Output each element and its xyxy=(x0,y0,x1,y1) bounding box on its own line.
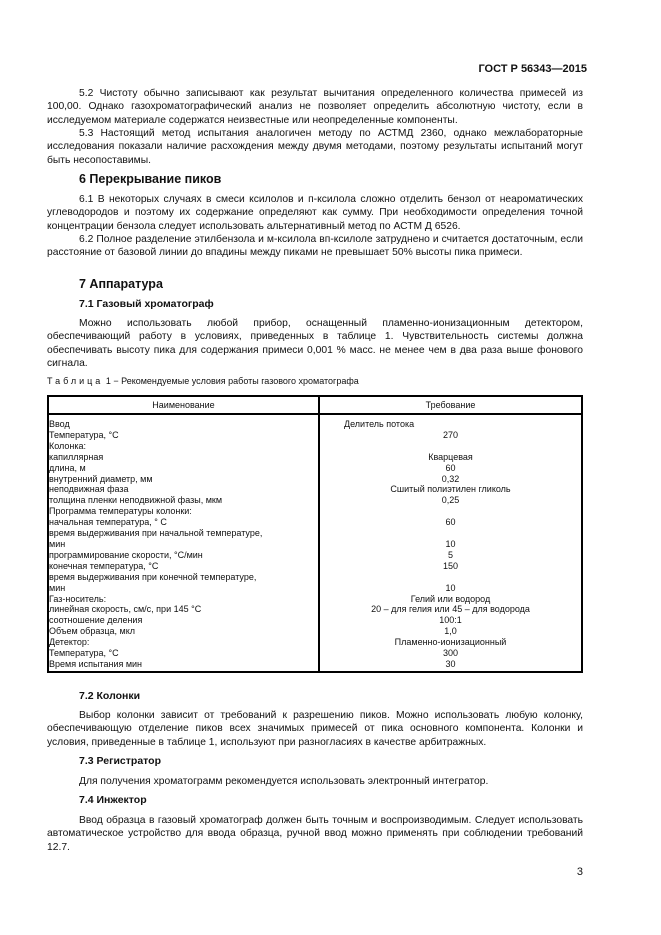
cell-requirement: 5 xyxy=(319,550,582,561)
cell-name: конечная температура, °С xyxy=(48,561,319,572)
paragraph-7-3 xyxy=(47,775,583,788)
cell-name: Программа температуры колонки: xyxy=(48,506,319,517)
cell-name: мин xyxy=(48,539,319,550)
cell-name: программирование скорости, °С/мин xyxy=(48,550,319,561)
cell-name: толщина пленки неподвижной фазы, мкм xyxy=(48,495,319,506)
section-7-heading: 7 Аппаратура xyxy=(79,277,163,291)
cell-requirement: 0,25 xyxy=(319,495,582,506)
table-row xyxy=(48,430,582,441)
table-row xyxy=(48,452,582,463)
cell-requirement: 1,0 xyxy=(319,626,582,637)
table-row xyxy=(48,659,582,672)
cell-requirement: Кварцевая xyxy=(319,452,582,463)
table-row xyxy=(48,583,582,594)
cell-name: начальная температура, ° С xyxy=(48,517,319,528)
table-caption-number: 1 xyxy=(105,376,111,386)
cell-name: Время испытания мин xyxy=(48,659,319,672)
paragraph-7-1 xyxy=(47,317,583,370)
cell-requirement: 100:1 xyxy=(319,615,582,626)
cell-requirement xyxy=(319,572,582,583)
cell-name: Ввод xyxy=(48,414,319,430)
cell-name: Температура, °С xyxy=(48,648,319,659)
cell-requirement: 10 xyxy=(319,583,582,594)
conditions-table xyxy=(47,395,583,673)
table-caption xyxy=(47,376,359,386)
cell-requirement: Сшитый полиэтилен гликоль xyxy=(319,484,582,495)
cell-requirement xyxy=(319,441,582,452)
cell-requirement: 270 xyxy=(319,430,582,441)
table-row xyxy=(48,506,582,517)
cell-requirement: 150 xyxy=(319,561,582,572)
table-row xyxy=(48,441,582,452)
paragraph-5-2 xyxy=(47,87,583,127)
table-row xyxy=(48,484,582,495)
table-row xyxy=(48,615,582,626)
cell-name: соотношение деления xyxy=(48,615,319,626)
cell-requirement: Гелий или водород xyxy=(319,594,582,605)
table-row xyxy=(48,528,582,539)
paragraph-7-4 xyxy=(47,814,583,854)
cell-requirement: Пламенно-ионизационный xyxy=(319,637,582,648)
cell-requirement: 20 – для гелия или 45 – для водорода xyxy=(319,604,582,615)
paragraph-text: 6.2 Полное разделение этилбензола и м-ксилола вп-ксилоле затруднено и считается достаточным, если расстояние от базовой линии до впадины между пиками не превышает 50% высоты пика примеси. xyxy=(47,234,583,259)
section-7-2-heading: 7.2 Колонки xyxy=(79,690,141,702)
cell-name: линейная скорость, см/с, при 145 °С xyxy=(48,604,319,615)
table-row xyxy=(48,550,582,561)
cell-name: неподвижная фаза xyxy=(48,484,319,495)
cell-requirement xyxy=(319,528,582,539)
cell-name: Колонка: xyxy=(48,441,319,452)
paragraph-text: 6.1 В некоторых случаях в смеси ксилолов и п-ксилола сложно отделить бензол от неароматических углеводородов и поэтому их содержание определяют как сумму. При необходимости определения точной концентрации бензола следует использовать альтернативный метод по АСТМ Д 6526. xyxy=(47,194,583,232)
cell-requirement: 10 xyxy=(319,539,582,550)
cell-name: мин xyxy=(48,583,319,594)
cell-requirement: 30 xyxy=(319,659,582,672)
cell-name: Температура, °С xyxy=(48,430,319,441)
cell-requirement: Делитель потока xyxy=(319,414,582,430)
section-7-3-heading: 7.3 Регистратор xyxy=(79,755,161,767)
table-row xyxy=(48,561,582,572)
table-row xyxy=(48,648,582,659)
paragraph-text: Выбор колонки зависит от требований к разрешению пиков. Можно использовать любую колонку, обеспечивающую отделение пиков всех значимых примесей от пика основного компонента. Колонки и условия, приведенные в таблице 1, используют при разногласиях в качестве арбитражных. xyxy=(47,710,583,748)
paragraph-6-2 xyxy=(47,233,583,260)
page-number: 3 xyxy=(576,866,583,878)
paragraph-text: 5.3 Настоящий метод испытания аналогичен методу по АСТМД 2360, однако межлабораторные исследования показали наличие расхождения между двумя методами, поэтому результаты испытаний могут быть несопоставимы. xyxy=(47,128,583,166)
table-header-row xyxy=(48,396,582,414)
table-caption-text: − Рекомендуемые условия работы газового хроматографа xyxy=(110,376,359,386)
cell-name: время выдерживания при начальной температуре, xyxy=(48,528,319,539)
paragraph-6-1 xyxy=(47,193,583,233)
paragraph-text: 5.2 Чистоту обычно записывают как результат вычитания определенного количества примесей из 100,00. Однако газохроматографический анализ не позволяет определить абсолютную чистоту, если в исследуемом материале содержатся неизвестные или неопределенные компоненты. xyxy=(47,88,583,126)
column-header-requirement: Требование xyxy=(319,396,582,414)
table-row xyxy=(48,414,582,430)
table-row xyxy=(48,495,582,506)
table-row xyxy=(48,517,582,528)
cell-name: капиллярная xyxy=(48,452,319,463)
cell-requirement xyxy=(319,506,582,517)
paragraph-7-2 xyxy=(47,709,583,749)
cell-name: время выдерживания при конечной температуре, xyxy=(48,572,319,583)
cell-requirement: 0,32 xyxy=(319,474,582,485)
section-6-heading: 6 Перекрывание пиков xyxy=(79,172,222,186)
table-row xyxy=(48,572,582,583)
cell-requirement: 60 xyxy=(319,517,582,528)
cell-requirement: 300 xyxy=(319,648,582,659)
cell-name: длина, м xyxy=(48,463,319,474)
table-row xyxy=(48,637,582,648)
table-row xyxy=(48,604,582,615)
paragraph-text: Ввод образца в газовый хроматограф должен быть точным и воспроизводимым. Следует использовать автоматическое устройство для ввода образца, ручной ввод можно применять при соблюдении требований 12.7. xyxy=(47,815,583,853)
table-row xyxy=(48,594,582,605)
document-id-header: ГОСТ Р 56343—2015 xyxy=(478,63,587,75)
cell-requirement: 60 xyxy=(319,463,582,474)
paragraph-text: Для получения хроматограмм рекомендуется использовать электронный интегратор. xyxy=(79,776,489,787)
paragraph-text: Можно использовать любой прибор, оснащенный пламенно-ионизационным детектором, обеспечивающий работу в условиях, приведенных в таблице 1. Чувствительность системы должна обеспечивать высоту пика для содержания примеси 0,001 % масс. не менее чем в два раза выше фонового сигнала. xyxy=(47,318,583,369)
table-row xyxy=(48,463,582,474)
section-7-1-heading: 7.1 Газовый хроматограф xyxy=(79,298,214,310)
table-caption-label: Таблица xyxy=(47,376,104,386)
section-7-4-heading: 7.4 Инжектор xyxy=(79,794,147,806)
table-row xyxy=(48,626,582,637)
cell-name: Детектор: xyxy=(48,637,319,648)
cell-name: Газ-носитель: xyxy=(48,594,319,605)
cell-name: Объем образца, мкл xyxy=(48,626,319,637)
cell-name: внутренний диаметр, мм xyxy=(48,474,319,485)
table-row xyxy=(48,539,582,550)
table-row xyxy=(48,474,582,485)
column-header-name: Наименование xyxy=(48,396,319,414)
paragraph-5-3 xyxy=(47,127,583,167)
